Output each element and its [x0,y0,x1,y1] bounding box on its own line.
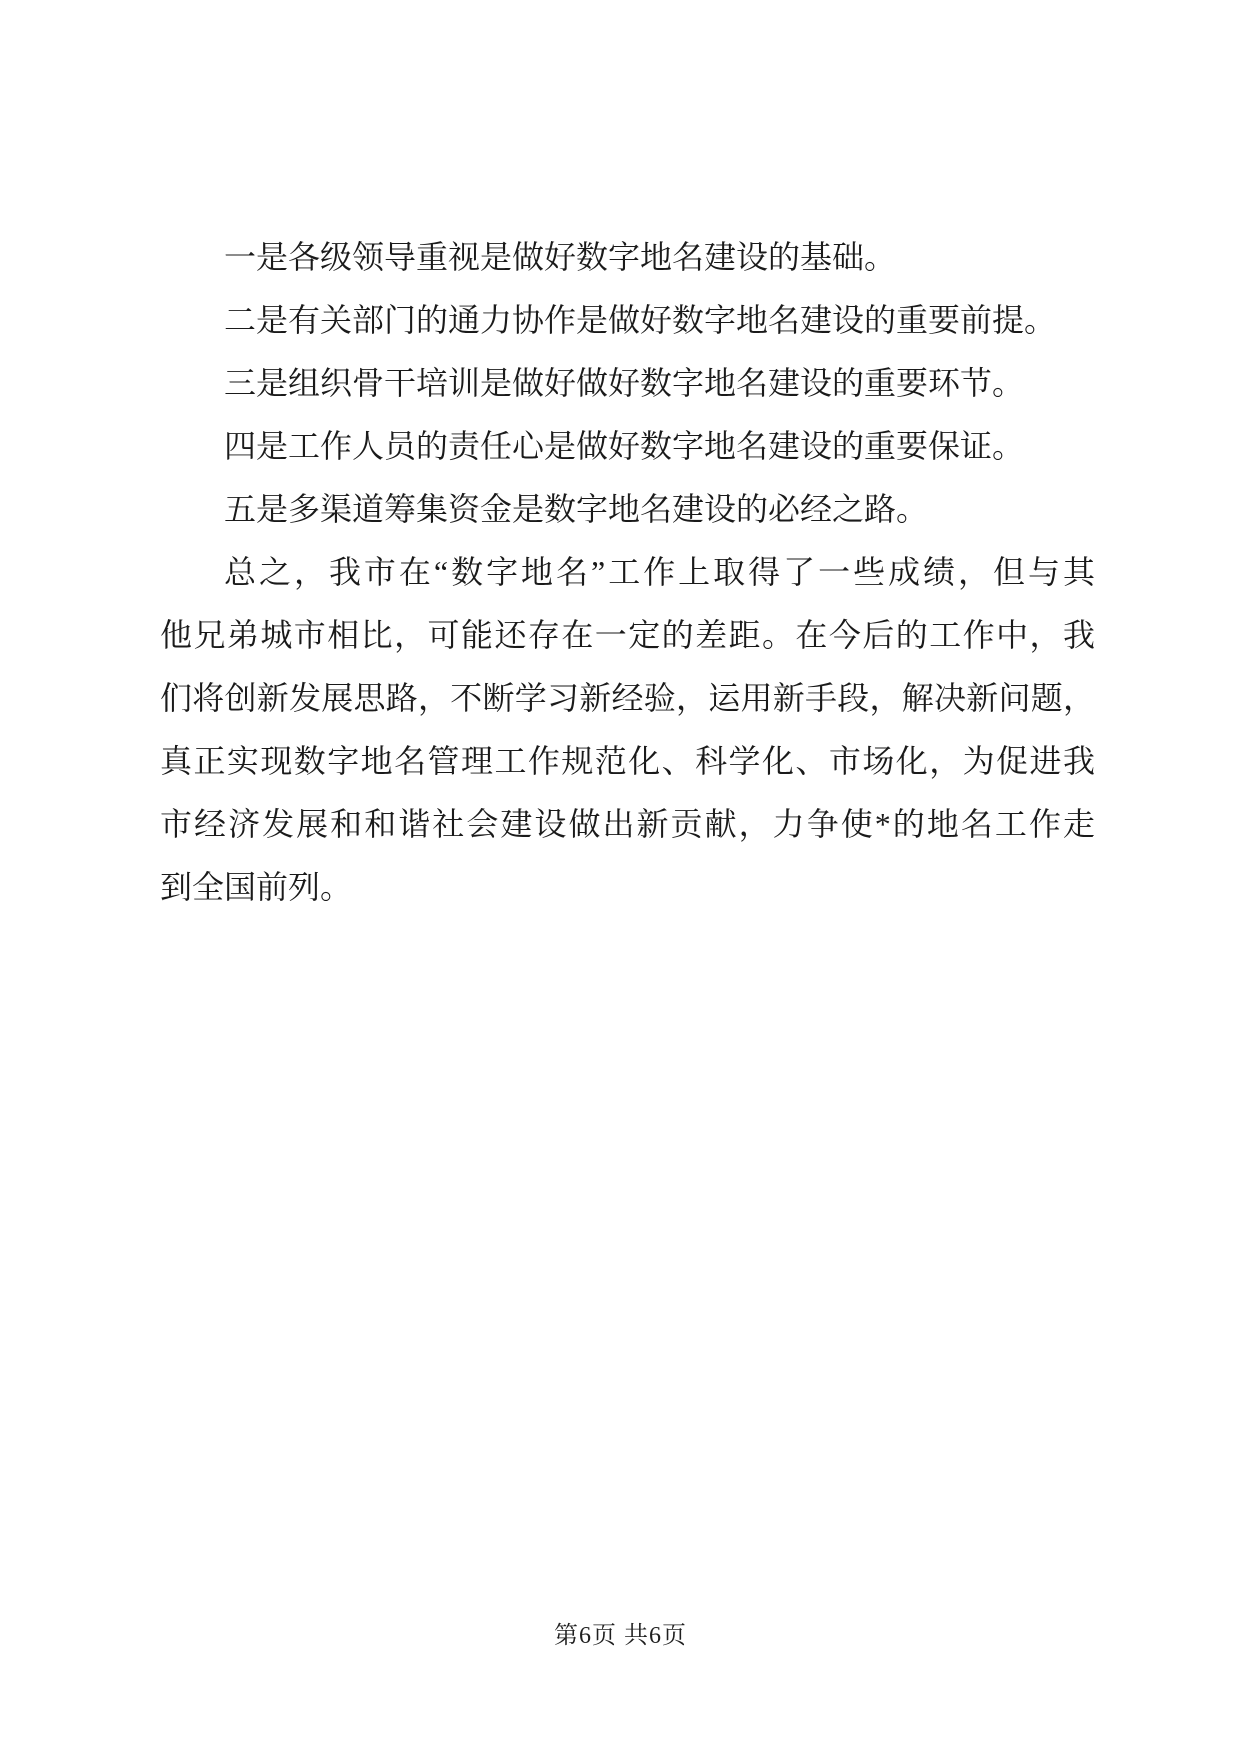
page-number: 第6页 共6页 [554,1623,687,1649]
text-line: 四是工作人员的责任心是做好数字地名建设的重要保证。 [224,428,1025,464]
text-line: 他兄弟城市相比，可能还存在一定的差距。在今后的工作中，我 [160,617,1095,653]
text-line: 一是各级领导重视是做好数字地名建设的基础。 [224,239,897,275]
text-line: 五是多渠道筹集资金是数字地名建设的必经之路。 [224,491,929,527]
text-line: 市经济发展和和谐社会建设做出新贡献，力争使*的地名工作走 [160,806,1095,842]
text-line: 到全国前列。 [160,869,353,905]
document-body [160,226,1095,919]
text-line: 三是组织骨干培训是做好做好数字地名建设的重要环节。 [224,365,1025,401]
page-footer [0,1616,1241,1656]
text-line: 总之，我市在“数字地名”工作上取得了一些成绩，但与其 [224,554,1095,590]
text-line: 们将创新发展思路，不断学习新经验，运用新手段，解决新问题， [160,680,1095,716]
text-line: 真正实现数字地名管理工作规范化、科学化、市场化，为促进我 [160,743,1095,779]
text-line: 二是有关部门的通力协作是做好数字地名建设的重要前提。 [224,302,1057,338]
